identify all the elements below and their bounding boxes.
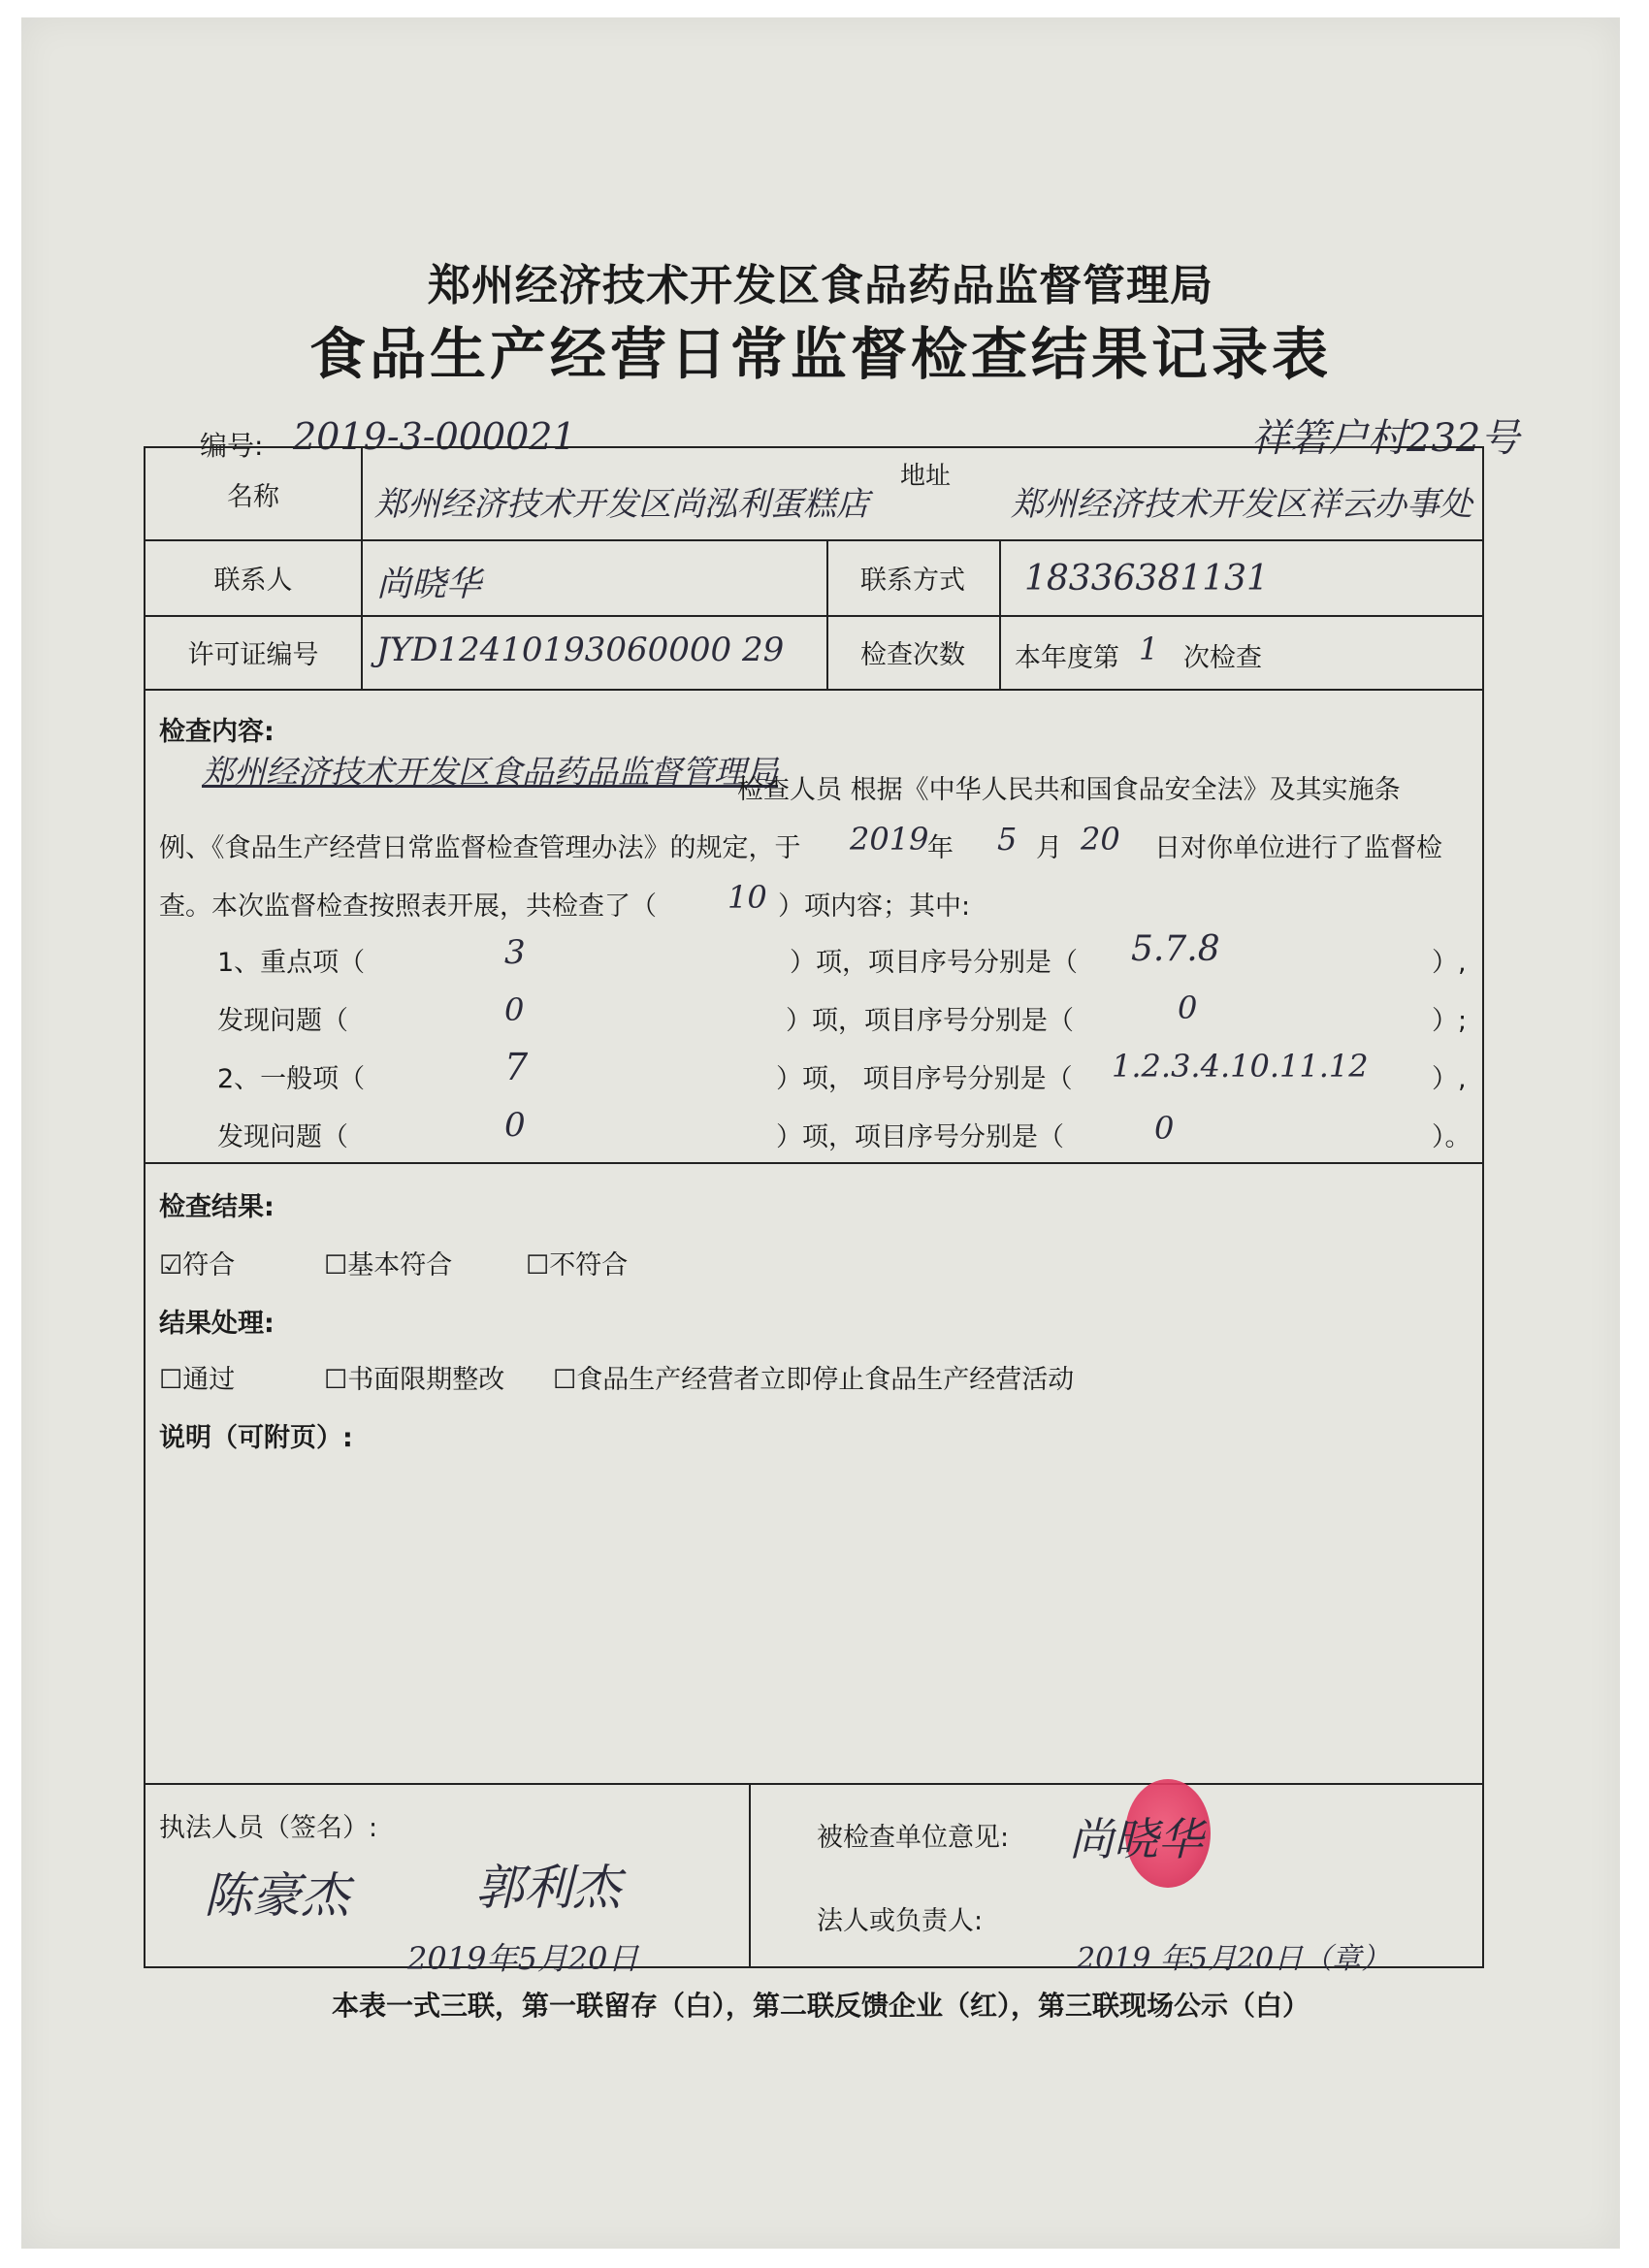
agency-written: 郑州经济技术开发区食品药品监督管理局 [202,753,778,791]
key-items-label: 1、重点项（ [217,948,366,978]
handling-option-pass[interactable]: ☐通过 [159,1365,236,1395]
handling-option-rectify[interactable]: ☐书面限期整改 [324,1365,505,1395]
handling-option-stop[interactable]: ☐食品生产经营者立即停止食品生产经营活动 [553,1365,1075,1395]
count-prefix: 本年度第 [1015,643,1119,673]
contact-value: 尚晓华 [376,565,482,604]
inspection-month: 5 [997,821,1018,858]
opinion-sign: 尚晓华 [1069,1813,1203,1865]
col-divider [749,1783,751,1966]
inspection-day: 20 [1081,821,1120,858]
general-items-end: ）, [1432,1064,1467,1094]
notes-label: 说明（可附页）: [159,1423,353,1453]
result-option-conform[interactable]: ☑符合 [159,1250,236,1280]
number-label: 编号: [200,430,264,462]
total-items: 10 [728,879,767,916]
general-items-count: 7 [504,1046,529,1088]
content-line3-prefix: 查。本次监督检查按照表开展，共检查了（ [159,891,657,922]
key-items-count: 3 [504,933,526,972]
content-line2-suffix: 日对你单位进行了监督检 [1154,833,1442,863]
name-label: 名称 [227,481,279,512]
month-label: 月 [1036,833,1062,863]
general-items-list: 1.2.3.4.10.11.12 [1112,1048,1369,1085]
paper-sheet [21,17,1620,2249]
key-issues-end: ）; [1432,1006,1468,1036]
result-option-basic[interactable]: ☐基本符合 [324,1250,453,1280]
key-issues-mid: ）项，项目序号分别是（ [786,1006,1074,1036]
address-label: 地址 [900,462,952,491]
section-divider [146,1783,1482,1785]
officer-name-2: 郭利杰 [475,1860,621,1916]
opinion-label: 被检查单位意见: [817,1823,1010,1853]
count-suffix: 次检查 [1183,643,1262,673]
content-heading: 检查内容: [159,717,275,747]
phone-label: 联系方式 [860,565,965,596]
content-line2-prefix: 例、《食品生产经营日常监督检查管理办法》的规定，于 [159,833,801,863]
col-divider [361,448,363,689]
general-issues-count: 0 [504,1106,526,1145]
margin-note: 祥箬户村232号 [1251,416,1520,461]
general-issues-label: 发现问题（ [217,1122,348,1152]
org-name: 郑州经济技术开发区食品药品监督管理局 [428,261,1213,310]
contact-label: 联系人 [213,565,293,596]
key-items-end: ）, [1432,948,1467,978]
key-items-list: 5.7.8 [1131,929,1220,969]
name-value: 郑州经济技术开发区尚泓利蛋糕店 [374,485,869,524]
legal-label: 法人或负责人: [817,1906,984,1936]
content-line1: 检查人员 根据《中华人民共和国食品安全法》及其实施条 [737,775,1401,805]
col-divider [999,539,1001,689]
legal-date: 2019 年5月20日（章） [1077,1942,1391,1976]
general-items-mid: ）项， 项目序号分别是（ [776,1064,1073,1094]
content-line3-suffix: ）项内容；其中: [778,891,971,922]
officer-name-1: 陈豪杰 [204,1867,349,1924]
record-table [144,446,1484,1977]
year-label: 年 [927,833,954,863]
general-issues-list: 0 [1154,1110,1175,1147]
handling-heading: 结果处理: [159,1309,275,1339]
general-items-label: 2、一般项（ [217,1064,366,1094]
phone-value: 18336381131 [1024,559,1269,599]
form-title: 食品生产经营日常监督检查结果记录表 [308,321,1332,387]
key-issues-label: 发现问题（ [217,1006,348,1036]
general-issues-mid: ）项，项目序号分别是（ [776,1122,1064,1152]
count-label: 检查次数 [860,639,965,670]
result-option-nonconform[interactable]: ☐不符合 [526,1250,629,1280]
key-issues-count: 0 [504,991,525,1028]
license-label: 许可证编号 [187,639,319,670]
key-items-mid: ）项，项目序号分别是（ [790,948,1078,978]
address-value: 郑州经济技术开发区祥云办事处 [1011,485,1472,524]
key-issues-list: 0 [1178,989,1198,1026]
license-value: JYD12410193060000 29 [376,631,785,669]
inspection-year: 2019 [850,821,929,858]
result-heading: 检查结果: [159,1192,275,1222]
section-divider [146,1162,1482,1164]
number-value: 2019-3-000021 [293,415,576,458]
general-issues-end: ）。 [1432,1122,1471,1152]
officer-date: 2019年5月20日 [407,1940,639,1977]
row-divider [146,689,1482,691]
officer-label: 执法人员（签名）: [159,1813,378,1843]
count-value: 1 [1139,631,1159,667]
footer-note: 本表一式三联，第一联留存（白），第二联反馈企业（红），第三联现场公示（白） [331,1990,1310,2022]
